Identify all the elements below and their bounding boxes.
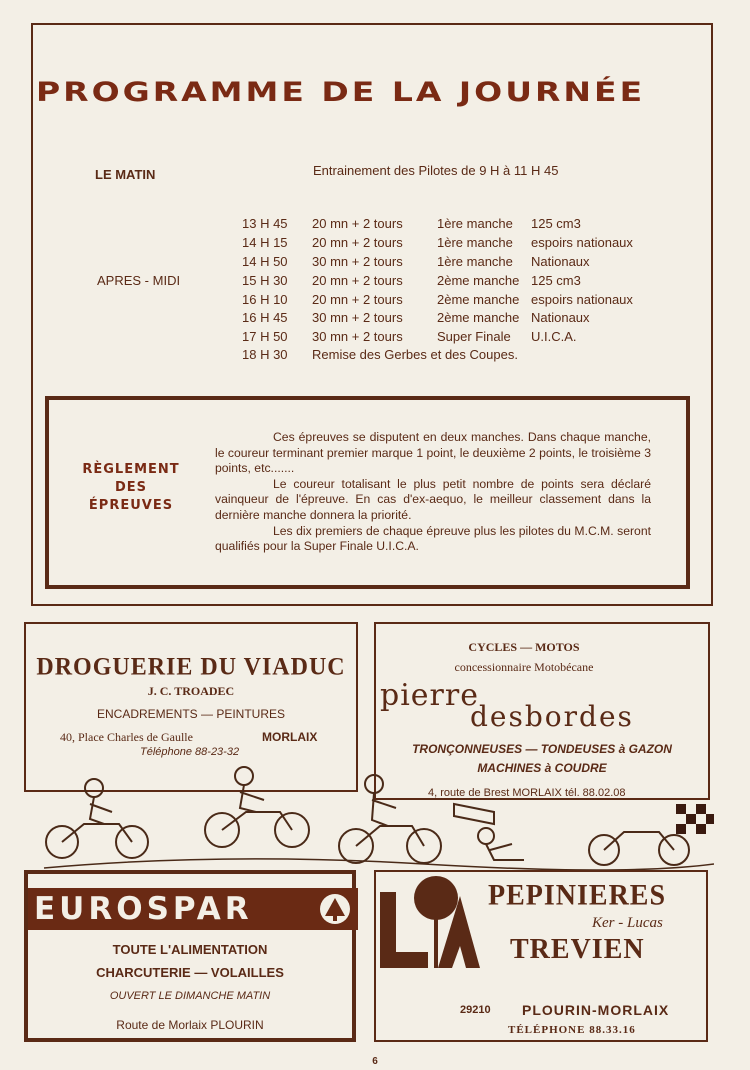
schedule-row: [0, 310, 750, 328]
schedule-row: [0, 292, 750, 310]
schedule-row: [0, 254, 750, 272]
row-duration: 30 mn + 2 tours: [312, 254, 403, 269]
row-manche: 1ère manche: [437, 216, 513, 231]
apres-midi-label: APRES - MIDI: [97, 273, 181, 288]
row-manche: Super Finale: [437, 329, 511, 344]
desbordes-products1: TRONÇONNEUSES — TONDEUSES à GAZON: [412, 742, 672, 756]
row-category: U.I.C.A.: [531, 329, 577, 344]
desbordes-name-line1: pierre: [380, 678, 479, 713]
desbordes-products2: MACHINES à COUDRE: [477, 761, 607, 775]
row-duration: 20 mn + 2 tours: [312, 235, 403, 250]
schedule-row: [0, 235, 750, 253]
row-duration: 30 mn + 2 tours: [312, 310, 403, 325]
reglement-title-line: ÉPREUVES: [88, 498, 174, 513]
reglement-paragraph: Le coureur totalisant le plus petit nombre de points sera déclaré vainqueur de l'épreuve. En cas d'ex-aequo, le meilleur classement dans la dernière manche donnera la priorité.: [215, 476, 651, 522]
desbordes-address: 4, route de Brest MORLAIX tél. 88.02.08: [428, 787, 626, 799]
row-category: espoirs nationaux: [531, 292, 633, 307]
droguerie-services: ENCADREMENTS — PEINTURES: [96, 707, 286, 721]
row-category: espoirs nationaux: [531, 235, 633, 250]
row-category: 125 cm3: [531, 273, 581, 288]
pepinieres-phone: TÉLÉPHONE 88.33.16: [508, 1024, 636, 1036]
pepinieres-postcode: 29210: [460, 1004, 491, 1016]
pepinieres-city: PLOURIN-MORLAIX: [522, 1002, 670, 1018]
row-category: Nationaux: [531, 310, 590, 325]
desbordes-top: CYCLES — MOTOS: [468, 640, 580, 654]
droguerie-phone: Téléphone 88-23-32: [140, 746, 240, 758]
droguerie-name: DROGUERIE DU VIADUC: [36, 653, 346, 681]
row-manche: 2ème manche: [437, 273, 520, 288]
spar-tree-icon: [318, 892, 352, 926]
row-duration: 30 mn + 2 tours: [312, 329, 403, 344]
schedule-row: [0, 216, 750, 234]
eurospar-logo: EUROSPAR: [34, 891, 253, 927]
droguerie-owner: J. C. TROADEC: [147, 684, 235, 698]
row-time: 13 H 45: [242, 216, 288, 231]
row-time: 14 H 50: [242, 254, 288, 269]
row-time: 15 H 30: [242, 273, 288, 288]
pepinieres-line2: TREVIEN: [510, 934, 645, 965]
pepinieres-script: Ker - Lucas: [592, 915, 663, 931]
programme-title: PROGRAMME DE LA JOURNÉE: [36, 76, 646, 108]
row-manche: 1ère manche: [437, 254, 513, 269]
reglement-title-line: DES: [114, 480, 148, 495]
row-time: 17 H 50: [242, 329, 288, 344]
row-duration: 20 mn + 2 tours: [312, 216, 403, 231]
reglement-paragraph: Les dix premiers de chaque épreuve plus les pilotes du M.C.M. seront qualifiés pour la Super Finale U.I.C.A.: [215, 523, 651, 554]
row-text: Remise des Gerbes et des Coupes.: [312, 347, 518, 362]
droguerie-city: MORLAIX: [262, 730, 318, 744]
row-time: 16 H 45: [242, 310, 288, 325]
row-duration: 20 mn + 2 tours: [312, 292, 403, 307]
reglement-text: [215, 430, 651, 555]
droguerie-address: 40, Place Charles de Gaulle: [60, 730, 193, 744]
matin-label: LE MATIN: [95, 167, 156, 182]
row-manche: 2ème manche: [437, 292, 520, 307]
row-time: 16 H 10: [242, 292, 288, 307]
pepinieres-line1: PEPINIERES: [488, 879, 667, 912]
motocross-riders-illustration: [24, 764, 714, 870]
row-category: 125 cm3: [531, 216, 581, 231]
eurospar-line1: TOUTE L'ALIMENTATION: [112, 942, 268, 957]
desbordes-concession: concessionnaire Motobécane: [454, 660, 594, 674]
reglement-title: [66, 462, 196, 513]
eurospar-address: Route de Morlaix PLOURIN: [116, 1018, 264, 1032]
pepinieres-logo-icon: [380, 876, 484, 972]
row-category: Nationaux: [531, 254, 590, 269]
checkered-flag-icon: [676, 804, 714, 834]
row-manche: 1ère manche: [437, 235, 513, 250]
schedule-table: [0, 216, 750, 366]
row-duration: 20 mn + 2 tours: [312, 273, 403, 288]
row-time: 18 H 30: [242, 347, 288, 362]
schedule-row: [0, 273, 750, 291]
matin-text: Entrainement des Pilotes de 9 H à 11 H 45: [313, 163, 559, 178]
schedule-row-final: [0, 347, 750, 365]
reglement-paragraph: Ces épreuves se disputent en deux manches. Dans chaque manche, le coureur terminant premier marque 1 point, le deuxième 2 points, le troisième 3 points, etc.......: [215, 430, 651, 476]
desbordes-name-line2: desbordes: [470, 700, 634, 733]
row-time: 14 H 15: [242, 235, 288, 250]
schedule-row: [0, 329, 750, 347]
page-number: 6: [372, 1056, 378, 1067]
reglement-title-line: RÈGLEMENT: [82, 462, 180, 477]
row-manche: 2ème manche: [437, 310, 520, 325]
eurospar-line3: OUVERT LE DIMANCHE MATIN: [109, 990, 271, 1002]
eurospar-line2: CHARCUTERIE — VOLAILLES: [96, 965, 284, 980]
